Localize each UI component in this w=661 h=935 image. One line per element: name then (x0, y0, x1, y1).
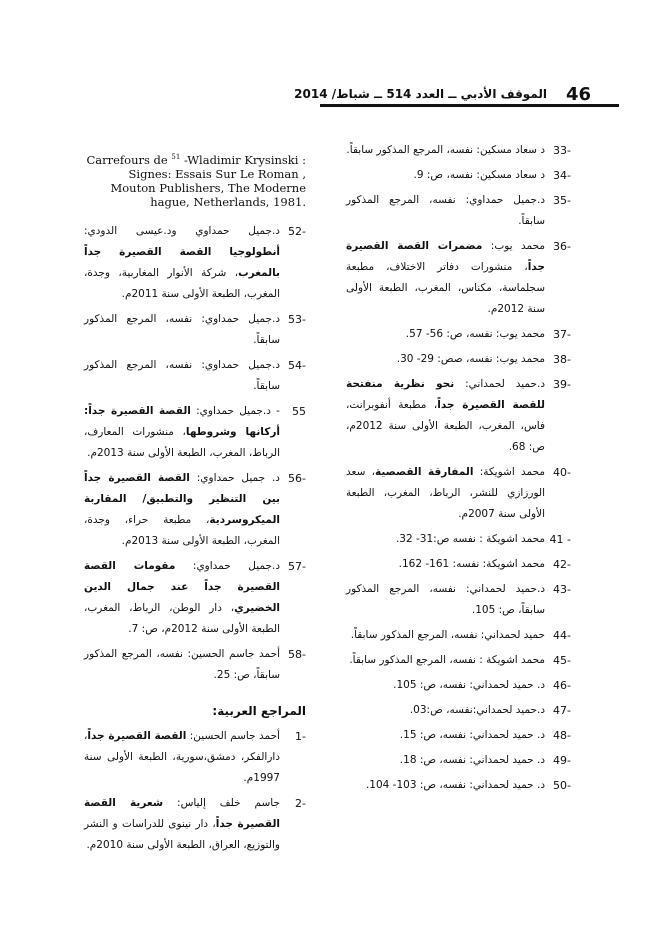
footnote-number: 47- (553, 704, 571, 717)
footnote-publication: ، مطبعة حراء، وجدة، المغرب، الطبعة الأولى سنة 2013م. (84, 513, 280, 547)
footnote-title: المفارقة القصصية (375, 466, 474, 478)
footnote (346, 374, 571, 458)
reference-number: 1- (295, 729, 306, 743)
reference-title: القصة القصيرة جداً (87, 729, 187, 742)
footnote-number: 56- (288, 471, 306, 485)
latin-ref-num: 51 (171, 153, 181, 161)
footnote (84, 401, 306, 464)
footnote (346, 725, 571, 746)
footnote-author: محمد اشويكة: (473, 466, 545, 478)
footnote-text: د.جميل حمداوي: نفسه، المرجع المذكور سابقاً. (346, 194, 545, 227)
footnote-text: محمد اشويكة : نفسه، المرجع المذكور سابقاً. (349, 654, 545, 666)
footnote-number: 52- (288, 224, 306, 238)
footnote-author: د. جميل حمداوي: (189, 471, 280, 484)
footnote (346, 554, 571, 575)
footnote (84, 556, 306, 640)
footnote-number: 55 (292, 404, 306, 418)
latin-reference (84, 150, 306, 209)
footnote-text: د سعاد مسكين: نفسه، ص: 9. (413, 169, 545, 181)
reference (84, 726, 306, 789)
footnote-publication: ، شركة الأنوار المغاربية، وجدة، المغرب، الطبعة الأولى سنة 2011م. (84, 266, 280, 300)
footnote (346, 165, 571, 186)
footnote-number: 37- (553, 328, 571, 341)
footnote-number: 41 - (549, 533, 571, 546)
references-list (84, 726, 306, 856)
latin-ref-text: -Wladimir Krysinski : Signes: Essais Sur Le Roman , Mouton Publishers, The Moderne hague, Netherlands, 1981. (110, 152, 306, 209)
footnote (346, 775, 571, 796)
footnote-text: حميد لحمداني: نفسه، المرجع المذكور سابقاً. (350, 629, 545, 641)
footnote-number: 35- (553, 194, 571, 207)
section-title: المراجع العربية: (212, 703, 306, 718)
footnote-title: مضمرات القصة القصيرة جداً (346, 240, 545, 273)
footnote (84, 355, 306, 397)
footnote-number: 33- (553, 144, 571, 157)
footnote-publication: ، منشورات المعارف، الرباط، المغرب، الطبعة الأولى سنة 2013م. (84, 425, 280, 459)
footnote (346, 579, 571, 621)
footnote-text: د.حميد لحمداني: نفسه، المرجع المذكور سابقاً، ص: 105. (346, 583, 545, 616)
footnote-number: 40- (553, 466, 571, 479)
footnote-number: 57- (288, 559, 306, 573)
footnote-number: 44- (553, 629, 571, 642)
footnote-title: القصة القصيرة جداً: أركانها وشروطها (84, 404, 280, 438)
footnote (84, 644, 306, 686)
footnote-number: 36- (553, 240, 571, 253)
footnote-text: محمد اشويكة: نفسه: 161- 162. (398, 558, 545, 570)
header-rule (320, 104, 619, 107)
footnote-text: د. حميد لحمداني: نفسه، ص: 15. (399, 729, 545, 741)
footnote (346, 650, 571, 671)
footnote-number: 45- (553, 654, 571, 667)
footnote-number: 53- (288, 312, 306, 326)
footnote (346, 349, 571, 370)
footnote-text: أحمد جاسم الحسين: نفسه، المرجع المذكور سابقاً، ص: 25. (84, 647, 280, 681)
footnote-number: 34- (553, 169, 571, 182)
footnote-number: 42- (553, 558, 571, 571)
footnote-text: د.جميل حمداوي: نفسه، المرجع المذكور سابقاً. (84, 358, 280, 392)
footnote-text: د. حميد لحمداني: نفسه، ص: 18. (399, 754, 545, 766)
footnote-author: محمد يوب: (482, 240, 545, 252)
footnote (84, 468, 306, 552)
footnote-title: أنطولوجيا القصة القصيرة جداً بالمغرب (84, 245, 280, 279)
reference-title: شعرية القصة القصيرة جداً (84, 796, 280, 830)
footnote-number: 54- (288, 358, 306, 372)
footnote (346, 625, 571, 646)
footnote (346, 675, 571, 696)
footnote-number: 43- (553, 583, 571, 596)
footnote-text: محمد اشويكة : نفسه ص:31- 32. (395, 533, 545, 545)
footnote-number: 50- (553, 779, 571, 792)
footnote-author: - د.جميل حمداوي: (190, 404, 280, 417)
reference-publication: ، دار نينوى للدراسات و النشر والتوزيع، العراق، الطبعة الأولى سنة 2010م. (84, 817, 280, 851)
footnote-number: 38- (553, 353, 571, 366)
footnote (84, 309, 306, 351)
reference-author: أحمد جاسم الحسين: (186, 729, 280, 742)
footnote-number: 46- (553, 679, 571, 692)
footnote-publication: ، سعد الورزازي للنشر، الرباط، المغرب، الطبعة الأولى سنة 2007م. (346, 466, 545, 520)
footnote-publication: ، مطبعة أنفوبرانت، فاس، المغرب، الطبعة الأولى سنة 2012م، ص: 68. (346, 399, 545, 453)
footnote (84, 221, 306, 305)
footnote-text: د.جميل حمداوي: نفسه، المرجع المذكور سابقاً. (84, 312, 280, 346)
footnote-publication: ، منشورات دفاتر الاختلاف، مطبعة سجلماسة، مكناس، المغرب، الطبعة الأولى سنة 2012م. (346, 261, 545, 315)
footnote (346, 529, 571, 550)
reference-publication: ، دارالفكر، دمشق،سورية، الطبعة الأولى سنة 1997م. (84, 729, 280, 784)
latin-ref-prefix: Carrefours de (86, 152, 172, 167)
footnote-number: 48- (553, 729, 571, 742)
reference-number: 2- (295, 796, 306, 810)
footnote (346, 140, 571, 161)
footnote-text: د. حميد لحمداني: نفسه، ص: 103- 104. (365, 779, 545, 791)
page-header (22, 74, 639, 104)
footnote (346, 324, 571, 345)
right-column (346, 140, 571, 800)
running-title: الموقف الأدبي ــ العدد 514 ــ شباط/ 2014 (294, 87, 547, 101)
footnote (346, 700, 571, 721)
footnote (346, 750, 571, 771)
footnote-text: د. حميد لحمداني: نفسه، ص: 105. (393, 679, 545, 691)
reference-author: جاسم خلف إلياس: (163, 796, 280, 809)
page-number: 46 (565, 84, 591, 105)
footnote-text: محمد يوب: نفسه، ص: 56- 57. (405, 328, 545, 340)
footnote-author: د.حميد لحمداني: (454, 378, 546, 390)
footnote-number: 39- (553, 378, 571, 391)
footnote-number: 49- (553, 754, 571, 767)
left-notes (84, 221, 306, 686)
footnote-title: القصة القصيرة جداً بين التنظير والتطبيق/ المقاربة الميكروسردية (84, 471, 280, 526)
footnote-text: د سعاد مسكين: نفسه، المرجع المذكور سابقاً. (346, 144, 545, 156)
footnote-title: مقومات القصة القصيرة جداً عند جمال الدين الخضيري (84, 559, 280, 614)
footnote (346, 190, 571, 232)
reference (84, 793, 306, 856)
footnote-text: د.حميد لحمداني:نفسه، ص:03. (409, 704, 545, 716)
footnote (346, 236, 571, 320)
footnote (346, 462, 571, 525)
footnote-author: د.جميل حمداوي: (175, 559, 280, 572)
footnote-author: د.جميل حمداوي ود.عيسى الدودي: (84, 224, 280, 237)
left-column (84, 140, 306, 860)
footnote-publication: ، دار الوطن، الرباط، المغرب، الطبعة الأولى سنة 2012م، ص: 7. (84, 601, 280, 635)
footnote-title: نحو نظرية منفتحة للقصة القصيرة جداً (346, 378, 545, 411)
footnote-number: 58- (288, 647, 306, 661)
footnote-text: محمد يوب: نفسه، صص: 29- 30. (396, 353, 545, 365)
